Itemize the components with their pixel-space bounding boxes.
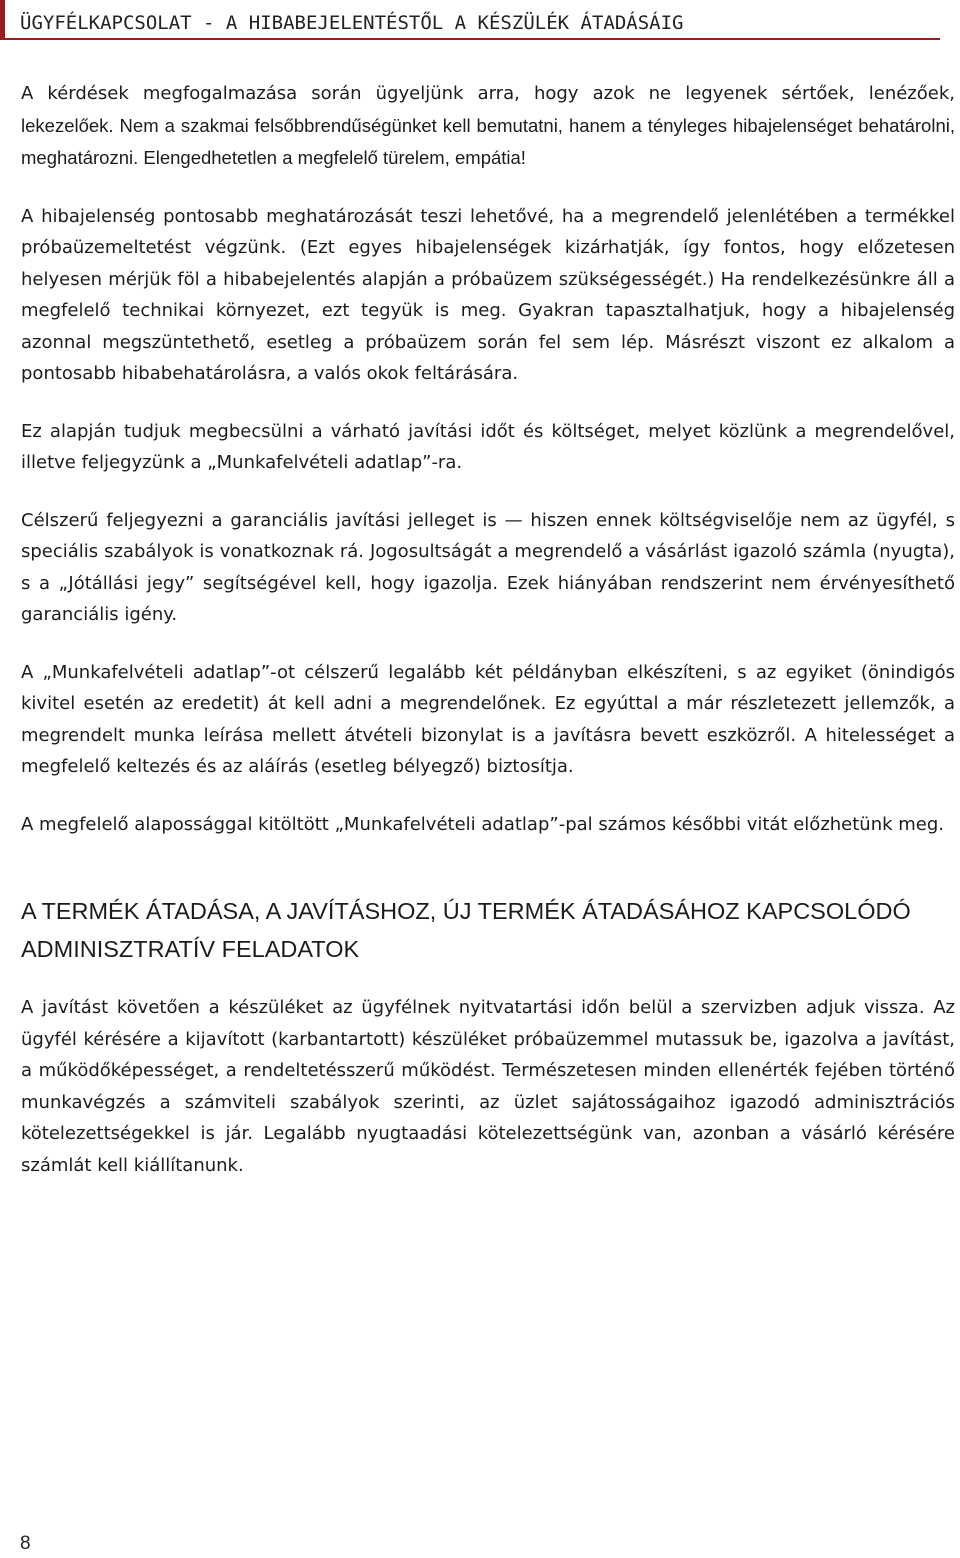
- paragraph-2: A hibajelenség pontosabb meghatározását teszi lehetővé, ha a megrendelő jelenlétében a termékkel próbaüzemeltetést végzünk. (Ezt egyes hibajelenségek kizárhatják, így fontos, hogy előzetesen helyesen mérjük föl a hibabejelentés alapján a próbaüzem szükségességét.) Ha rendelkezésünkre áll a megfelelő technikai környezet, ezt tegyük is meg. Gyakran tapasztalhatjuk, hogy a hibajelenség azonnal megszüntethető, esetleg a próbaüzem során fel sem lép. Másrészt viszont ez alkalom a pontosabb hibabehatárolásra, a valós okok feltárására.: [21, 205, 955, 384]
- paragraph-7: A javítást követően a készüléket az ügyfélnek nyitvatartási időn belül a szervizben adjuk vissza. Az ügyfél kérésére a kijavított (karbantartott) készüléket próbaüzemmel mutassuk be, igazolva a javítást, a működőképességet, a rendeltetésszerű működést. Természetesen minden ellenérték fejében történő munkavégzés a számviteli szabályok szerinti, az üzlet sajátosságaihoz igazodó adminisztrációs kötelezettségekkel is jár. Legalább nyugtaadási kötelezettségünk van, azonban a vásárló kérésére számlát kell kiállítanunk.: [21, 997, 955, 1176]
- page-header: [0, 0, 940, 40]
- paragraph-3: Ez alapján tudjuk megbecsülni a várható javítási időt és költséget, melyet közlünk a megrendelővel, illetve feljegyzünk a „Munkafelvételi adatlap”-ra.: [21, 420, 955, 473]
- paragraph-1: [21, 78, 955, 175]
- paragraph-4: Célszerű feljegyezni a garanciális javítási jelleget is — hiszen ennek költségviselője nem az ügyfél, s speciális szabályok is vonatkoznak rá. Jogosultságát a megrendelő a vásárlást igazoló számla (nyugta), s a „Jótállási jegy” segítségével kell, hogy igazolja. Ezek hiányában rendszerint nem érvényesíthető garanciális igény.: [21, 509, 955, 625]
- paragraph-1-line-1: A kérdések megfogalmazása során ügyeljünk arra, hogy azok ne legyenek sértőek, lenézőek,: [21, 83, 955, 104]
- paragraph-6: A megfelelő alapossággal kitöltött „Munkafelvételi adatlap”-pal számos későbbi vitát előzhetünk meg.: [21, 813, 945, 835]
- paragraph-5: A „Munkafelvételi adatlap”-ot célszerű legalább két példányban elkészíteni, s az egyiket (önindigós kivitel esetén az eredetit) át kell adni a megrendelőnek. Ez egyúttal a már részletezett jellemzők, a megrendelt munka leírása mellett átvételi bizonylat is a javításra bevett eszközről. A hitelességet a megfelelő keltezés és az aláírás (esetleg bélyegző) biztosítja.: [21, 661, 955, 777]
- paragraph-1-rest: lekezelőek. Nem a szakmai felsőbbrendűségünket kell bemutatni, hanem a tényleges hibajelenséget behatárolni, meghatározni. Elengedhetetlen a megfelelő türelem, empátia!: [21, 114, 955, 168]
- document-body: [21, 78, 955, 1207]
- section-heading: A TERMÉK ÁTADÁSA, A JAVÍTÁSHOZ, ÚJ TERMÉK ÁTADÁSÁHOZ KAPCSOLÓDÓ ADMINISZTRATÍV FELADATOK: [21, 898, 911, 962]
- page-number: 8: [20, 1533, 31, 1554]
- header-title: ÜGYFÉLKAPCSOLAT - A HIBABEJELENTÉSTŐL A KÉSZÜLÉK ÁTADÁSÁIG: [20, 12, 684, 34]
